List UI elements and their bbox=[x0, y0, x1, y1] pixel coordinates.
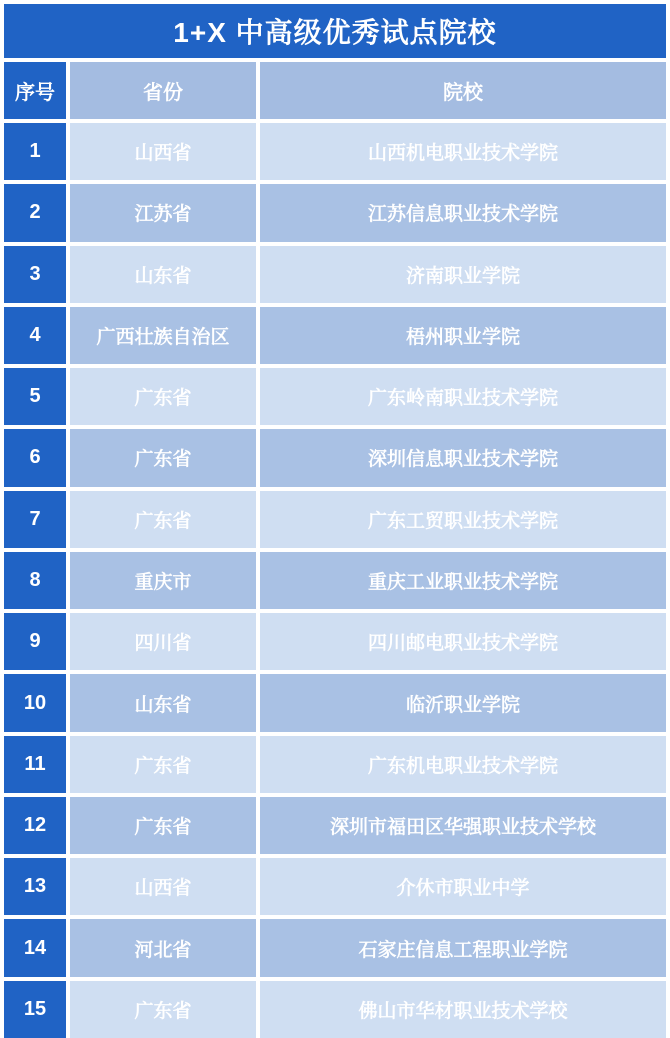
institution-cell: 广东工贸职业技术学院 bbox=[260, 491, 666, 548]
table-row bbox=[4, 858, 666, 915]
table-row bbox=[4, 919, 666, 976]
province-cell: 广东省 bbox=[70, 981, 256, 1038]
row-number-cell: 9 bbox=[4, 613, 66, 670]
institution-cell: 广东岭南职业技术学院 bbox=[260, 368, 666, 425]
table-row bbox=[4, 307, 666, 364]
institution-cell: 山西机电职业技术学院 bbox=[260, 123, 666, 180]
institution-cell: 佛山市华材职业技术学校 bbox=[260, 981, 666, 1038]
row-number-cell: 7 bbox=[4, 491, 66, 548]
row-number-cell: 10 bbox=[4, 674, 66, 731]
row-number-cell: 12 bbox=[4, 797, 66, 854]
province-cell: 河北省 bbox=[70, 919, 256, 976]
table-row bbox=[4, 552, 666, 609]
institution-cell: 石家庄信息工程职业学院 bbox=[260, 919, 666, 976]
row-number-cell: 2 bbox=[4, 184, 66, 241]
table-row bbox=[4, 797, 666, 854]
table-row bbox=[4, 674, 666, 731]
table-row bbox=[4, 981, 666, 1038]
province-cell: 山西省 bbox=[70, 858, 256, 915]
province-cell: 广东省 bbox=[70, 368, 256, 425]
institution-cell: 广东机电职业技术学院 bbox=[260, 736, 666, 793]
province-cell: 山东省 bbox=[70, 246, 256, 303]
institution-cell: 梧州职业学院 bbox=[260, 307, 666, 364]
institution-cell: 四川邮电职业技术学院 bbox=[260, 613, 666, 670]
table-title: 1+X 中高级优秀试点院校 bbox=[4, 4, 666, 58]
table-row bbox=[4, 491, 666, 548]
province-cell: 四川省 bbox=[70, 613, 256, 670]
table-row bbox=[4, 736, 666, 793]
row-number-cell: 11 bbox=[4, 736, 66, 793]
province-cell: 山东省 bbox=[70, 674, 256, 731]
table-row bbox=[4, 246, 666, 303]
province-cell: 广东省 bbox=[70, 736, 256, 793]
row-number-cell: 15 bbox=[4, 981, 66, 1038]
column-header-province: 省份 bbox=[70, 62, 256, 119]
row-number-cell: 1 bbox=[4, 123, 66, 180]
institution-cell: 临沂职业学院 bbox=[260, 674, 666, 731]
row-number-cell: 13 bbox=[4, 858, 66, 915]
institution-cell: 重庆工业职业技术学院 bbox=[260, 552, 666, 609]
institution-cell: 介休市职业中学 bbox=[260, 858, 666, 915]
row-number-cell: 14 bbox=[4, 919, 66, 976]
province-cell: 江苏省 bbox=[70, 184, 256, 241]
row-number-cell: 5 bbox=[4, 368, 66, 425]
table-body bbox=[4, 123, 666, 1038]
institution-cell: 江苏信息职业技术学院 bbox=[260, 184, 666, 241]
province-cell: 重庆市 bbox=[70, 552, 256, 609]
province-cell: 广西壮族自治区 bbox=[70, 307, 256, 364]
row-number-cell: 4 bbox=[4, 307, 66, 364]
row-number-cell: 3 bbox=[4, 246, 66, 303]
column-header-number: 序号 bbox=[4, 62, 66, 119]
table-row bbox=[4, 123, 666, 180]
row-number-cell: 6 bbox=[4, 429, 66, 486]
institution-cell: 济南职业学院 bbox=[260, 246, 666, 303]
institution-cell: 深圳市福田区华强职业技术学校 bbox=[260, 797, 666, 854]
province-cell: 山西省 bbox=[70, 123, 256, 180]
table-row bbox=[4, 368, 666, 425]
province-cell: 广东省 bbox=[70, 429, 256, 486]
table-header-row bbox=[4, 62, 666, 119]
province-cell: 广东省 bbox=[70, 797, 256, 854]
column-header-institution: 院校 bbox=[260, 62, 666, 119]
table-row bbox=[4, 429, 666, 486]
institution-cell: 深圳信息职业技术学院 bbox=[260, 429, 666, 486]
table-row bbox=[4, 184, 666, 241]
row-number-cell: 8 bbox=[4, 552, 66, 609]
province-cell: 广东省 bbox=[70, 491, 256, 548]
table-row bbox=[4, 613, 666, 670]
